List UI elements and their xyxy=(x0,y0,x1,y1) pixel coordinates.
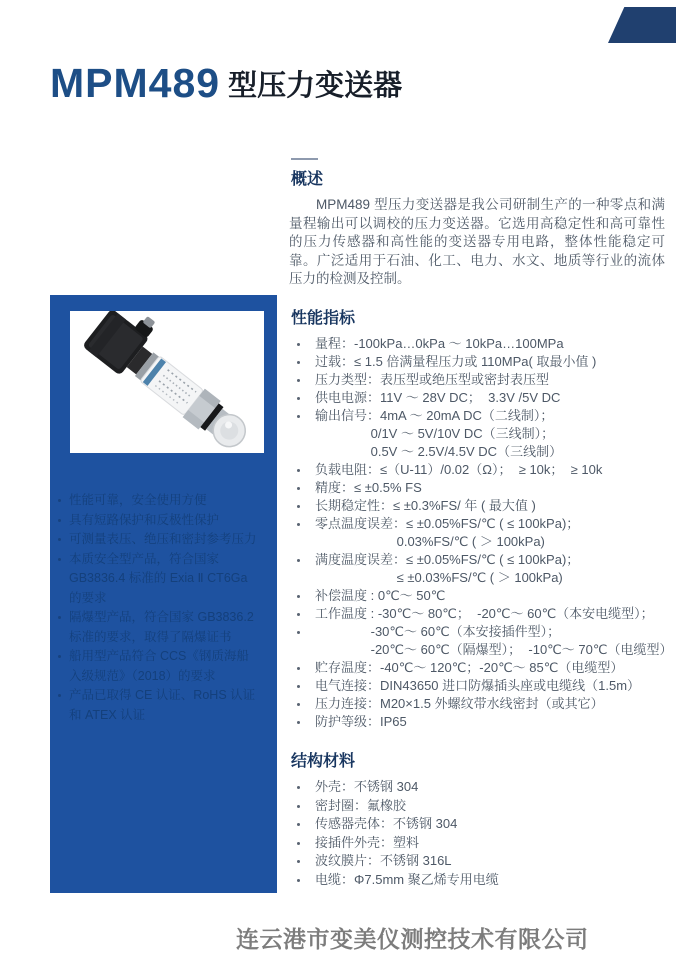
list-item-text: 外壳：不锈钢 304 xyxy=(315,778,419,794)
bullet-dot xyxy=(297,415,300,418)
feature-item xyxy=(56,530,268,550)
list-item-text: 产品已取得 CE 认证、RoHS 认证和 ATEX 认证 xyxy=(69,688,256,722)
spec-item xyxy=(287,641,673,659)
product-photo xyxy=(70,311,264,453)
list-item-text: 压力连接：M20×1.5 外螺纹带水线密封（或其它） xyxy=(315,695,604,711)
bullet-dot xyxy=(297,343,300,346)
bullet-dot xyxy=(297,685,300,688)
bullet-dot xyxy=(297,613,300,616)
bullet-dot xyxy=(297,595,300,598)
list-item-text: 零点温度误差：≤ ±0.05%FS/℃ ( ≤ 100kPa)； xyxy=(315,515,580,531)
content-column xyxy=(287,158,673,890)
list-item-text: 供电电源：11V ～ 28V DC； 3.3V /5V DC xyxy=(315,389,561,405)
corner-ribbon xyxy=(608,7,676,43)
bullet-dot xyxy=(297,469,300,472)
feature-item xyxy=(56,491,268,511)
spec-item xyxy=(287,443,665,461)
list-item-text: 电气连接：DIN43650 进口防爆插头座或电缆线（1.5m） xyxy=(315,677,641,693)
list-item-text: 输出信号：4mA ～ 20mA DC（二线制）； xyxy=(315,407,554,423)
bullet-dot xyxy=(297,879,300,882)
product-model: MPM489 xyxy=(50,60,221,106)
spec-item xyxy=(287,515,665,533)
spec-item xyxy=(287,371,665,389)
bullet-dot xyxy=(58,616,61,619)
list-item-text: 电缆：Φ7.5mm 聚乙烯专用电缆 xyxy=(315,871,499,887)
bullet-dot xyxy=(58,538,61,541)
bullet-dot xyxy=(297,667,300,670)
material-item xyxy=(287,797,665,816)
list-item-text: 密封圈：氟橡胶 xyxy=(315,797,407,813)
feature-item xyxy=(56,511,268,531)
list-item-text: 具有短路保护和反极性保护 xyxy=(69,512,220,527)
bullet-dot xyxy=(297,523,300,526)
bullet-dot xyxy=(297,631,300,634)
bullet-dot xyxy=(297,805,300,808)
spec-item xyxy=(287,605,665,623)
overview-paragraph: MPM489 型压力变送器是我公司研制生产的一种零点和满量程输出可以调校的压力变送器。它选用高稳定性和高可靠性的压力传感器和高性能的变送器专用电路，整体性能稳定可靠。广泛适用于石油、化工、电力、水文、地质等行业的流体压力的检测及控制。 xyxy=(289,197,665,287)
material-item xyxy=(287,815,665,834)
spec-item xyxy=(287,497,665,515)
specs-heading: 性能指标 xyxy=(291,309,356,327)
bullet-dot xyxy=(58,694,61,697)
list-item-text: 可测量表压、绝压和密封参考压力 xyxy=(69,532,257,546)
material-item xyxy=(287,834,665,853)
bullet-dot xyxy=(297,703,300,706)
bullet-dot xyxy=(58,558,61,561)
bullet-dot xyxy=(297,379,300,382)
feature-item xyxy=(56,550,268,609)
product-panel xyxy=(50,295,277,893)
bullet-dot xyxy=(58,499,61,502)
list-item-text: -20℃～ 60℃（隔爆型）； -10℃～ 70℃（电缆型） xyxy=(315,641,673,657)
bullet-dot xyxy=(297,721,300,724)
list-item-text: 工作温度 : -30℃～ 80℃； -20℃～ 60℃（本安电缆型）； xyxy=(315,605,654,621)
bullet-dot xyxy=(297,786,300,789)
spec-item xyxy=(287,335,665,353)
spec-item xyxy=(287,461,665,479)
spec-item xyxy=(287,425,665,443)
feature-item xyxy=(56,608,268,647)
bullet-dot xyxy=(297,361,300,364)
spec-item xyxy=(287,407,665,425)
list-item-text: 0.03%FS/℃ ( ＞ 100kPa) xyxy=(315,533,545,549)
product-photo-box xyxy=(70,311,264,453)
spec-item xyxy=(287,713,665,731)
spec-item xyxy=(287,389,665,407)
bullet-dot xyxy=(58,655,61,658)
list-item-text: 满度温度误差：≤ ±0.05%FS/℃ ( ≤ 100kPa)； xyxy=(315,551,580,567)
list-item-text: 过载：≤ 1.5 倍满量程压力或 110MPa( 取最小值 ) xyxy=(315,353,597,369)
list-item-text: 精度：≤ ±0.5% FS xyxy=(315,479,422,495)
spec-item xyxy=(287,551,665,569)
bullet-dot xyxy=(297,823,300,826)
spec-item xyxy=(287,677,665,695)
list-item-text: 量程：-100kPa…0kPa ～ 10kPa…100MPa xyxy=(315,335,564,351)
materials-heading: 结构材料 xyxy=(291,752,356,770)
list-item-text: 防护等级：IP65 xyxy=(315,713,407,729)
list-item-text: 压力类型：表压型或绝压型或密封表压型 xyxy=(315,371,550,387)
list-item-text: 补偿温度 : 0℃～ 50℃ xyxy=(315,587,446,603)
spec-list xyxy=(287,335,673,731)
bullet-dot xyxy=(297,487,300,490)
list-item-text: 性能可靠，安全使用方便 xyxy=(69,493,207,507)
list-item-text: 传感器壳体：不锈钢 304 xyxy=(315,816,458,832)
bullet-dot xyxy=(297,505,300,508)
spec-item xyxy=(287,659,665,677)
spec-item xyxy=(287,533,665,551)
list-item-text: 长期稳定性：≤ ±0.3%FS/ 年 ( 最大值 ) xyxy=(315,497,536,513)
company-watermark: 连云港市变美仪测控技术有限公司 xyxy=(236,926,589,952)
list-item-text: 0.5V ～ 2.5V/4.5V DC（三线制） xyxy=(315,443,563,459)
spec-item xyxy=(287,587,665,605)
list-item-text: 隔爆型产品，符合国家 GB3836.2 标准的要求，取得了隔爆证书 xyxy=(69,610,254,644)
spec-item xyxy=(287,479,665,497)
section-accent-rule xyxy=(291,158,318,160)
panel-feature-list xyxy=(50,491,268,725)
bullet-dot xyxy=(297,559,300,562)
material-item xyxy=(287,852,665,871)
bullet-dot xyxy=(297,842,300,845)
list-item-text: -30℃～ 60℃（本安接插件型）； xyxy=(315,623,561,639)
list-item-text: 接插件外壳：塑料 xyxy=(315,834,420,850)
bullet-dot xyxy=(297,397,300,400)
spec-item xyxy=(287,353,665,371)
list-item-text: 船用型产品符合 CCS《钢质海船入级规范》（2018）的要求 xyxy=(69,649,249,683)
spec-item xyxy=(287,623,665,641)
list-item-text: 本质安全型产品，符合国家 GB3836.4 标准的 Exia Ⅱ CT6Ga 的要求 xyxy=(69,551,248,605)
material-item xyxy=(287,778,665,797)
list-item-text: 贮存温度：-40℃～ 120℃；-20℃～ 85℃（电缆型） xyxy=(315,659,624,675)
product-type-label: 型压力变送器 xyxy=(228,70,403,102)
material-list xyxy=(287,778,665,890)
material-item xyxy=(287,871,665,890)
bullet-dot xyxy=(58,519,61,522)
feature-item xyxy=(56,647,268,686)
list-item-text: 波纹膜片：不锈钢 316L xyxy=(315,853,452,869)
list-item-text: 0/1V ～ 5V/10V DC（三线制）； xyxy=(315,425,555,441)
list-item-text: 负载电阻：≤（U-11）/0.02（Ω）； ≥ 10k； ≥ 10k xyxy=(315,461,603,477)
feature-item xyxy=(56,686,268,725)
overview-heading: 概述 xyxy=(291,171,324,188)
page-title xyxy=(50,60,402,107)
list-item-text: ≤ ±0.03%FS/℃ ( ＞ 100kPa) xyxy=(315,569,563,585)
spec-item xyxy=(287,569,665,587)
spec-item xyxy=(287,695,665,713)
bullet-dot xyxy=(297,860,300,863)
